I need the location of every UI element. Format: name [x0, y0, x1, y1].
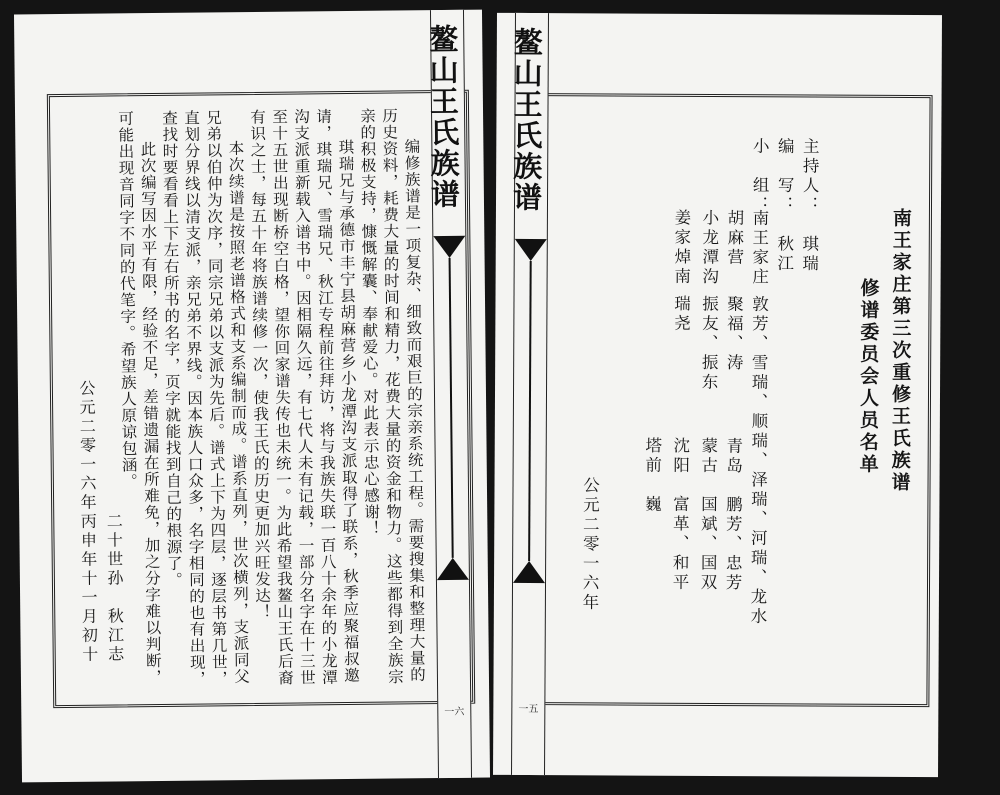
left-page [14, 10, 490, 783]
left-page-frame [47, 90, 475, 708]
group-label: 小 组： [749, 137, 770, 216]
left-spine-line [449, 258, 454, 558]
right-spine-triangle-bottom [513, 561, 545, 583]
group-members: 瑞尧 [671, 294, 691, 334]
regional-member: 蒙古 国斌、国双 [697, 436, 718, 593]
left-spine-triangle-top [433, 236, 465, 258]
preface-paragraph-1: 编修族谱是一项复杂、细致而艰巨的宗亲系统工程。需要搜集和整理大量的历史资料，耗费大量的时间和精力，花费大量的资金和物力。这些都得到全族宗亲的积极支持，慷慨解囊、奉献爱心。对此表示忠心感谢！ [357, 107, 427, 686]
group-place: 小龙潭沟 [699, 208, 719, 288]
left-folio: 一六 [444, 706, 465, 719]
group-members: 敦芳、雪瑞、顺瑞、泽瑞、河瑞、龙水 [747, 295, 769, 627]
list-title: 南王家庄第三次重修王氏族谱 [888, 207, 912, 495]
right-spine-triangle-top [515, 239, 547, 261]
preface-paragraph-2: 琪瑞兄与承德市丰宁县胡麻营乡小龙潭沟支派取得了联系，秋季应聚福叔邀请，琪瑞兄、雪瑞兄、秋江专程前往拜访，将与我族失联一百八十余年的小龙潭沟支派重新载入谱书中。因相隔久远，有七代人未有记载，一部分名字在十三世至十五世出现断桥空白格，望你回家谱失传也未统一。为此希望我鳌山王氏后裔有识之士，每五十年将族谱续修一次，使我王氏的历史更加兴旺发达！ [247, 108, 361, 687]
right-folio: 一五 [518, 703, 539, 716]
left-spine-title: 鳌山王氏族谱 [425, 23, 462, 211]
editor-entry: 编 写： 秋江 [774, 137, 795, 274]
host-entry: 主持人： 琪瑞 [799, 137, 820, 275]
preface-paragraph-4: 此次编写因水平有限，经验不足，差错遗漏在所难免，加之分字难以判断，可能出现音同字不同的代笔字。希望族人原谅包涵。 [116, 110, 163, 686]
right-page [493, 13, 942, 777]
right-spine-title: 鳌山王氏族谱 [508, 26, 544, 214]
group-place: 南王家庄 [749, 209, 769, 288]
list-subtitle: 修谱委员会人员名单 [856, 277, 880, 476]
list-date: 公元二零一六年 [579, 476, 600, 613]
group-members: 聚福、涛 [724, 295, 744, 374]
right-spine-band [508, 13, 549, 775]
group-members: 振友、振东 [699, 294, 719, 393]
signature-date: 公元二零一六年丙申年十一月初十 [76, 379, 99, 665]
regional-member: 塔前 巍 [642, 436, 662, 515]
regional-member: 青岛 鹏芳、忠芳 [722, 437, 743, 594]
regional-member: 沈阳 富革、和平 [669, 436, 690, 593]
preface-text [82, 107, 428, 691]
signature-author: 二十世孙 秋江志 [104, 512, 125, 665]
group-place: 胡麻营 [724, 209, 744, 268]
group-place: 姜家焯南 [671, 208, 691, 287]
preface-paragraph-3: 本次续谱是按照老谱格式和支系编制而成。谱系直列，世次横列，支派同父兄弟以伯仲为次序，同宗兄弟以支派为先后。谱式上下为四层，逐层书第几世，直划分界线以清支派，亲兄弟不界线。因本族人口众多，名字相同的也有出现，查找时要看看上下左右所书的名字，页字就能找到自己的根源了。 [159, 109, 251, 688]
right-spine-line [528, 261, 532, 561]
right-page-frame [513, 93, 932, 707]
left-spine-triangle-bottom [437, 558, 469, 580]
